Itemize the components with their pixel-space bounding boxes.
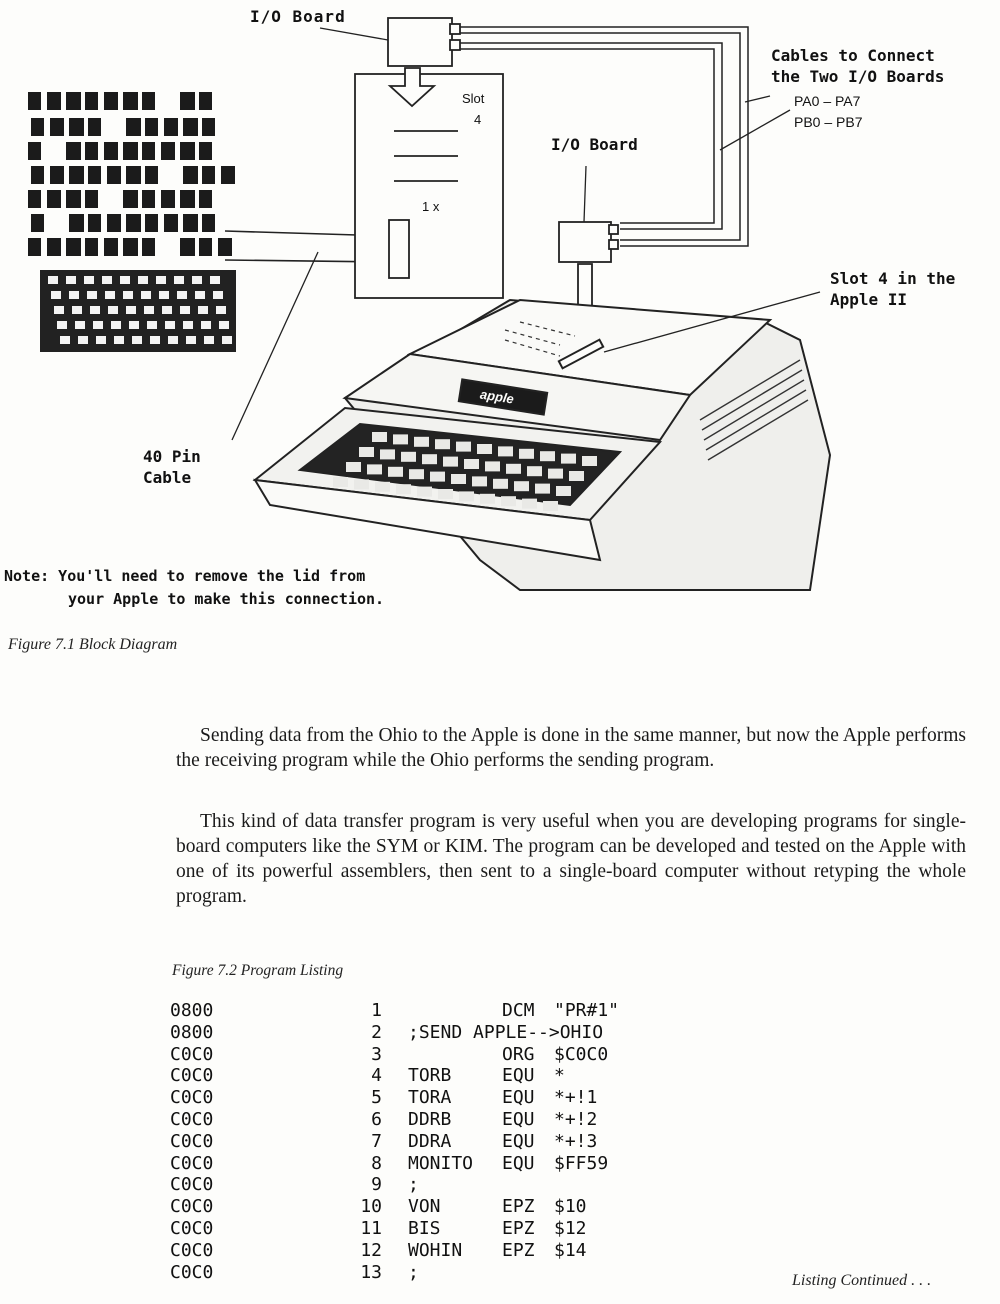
listing-opcode: EPZ bbox=[502, 1218, 535, 1239]
listing-opcode: EQU bbox=[502, 1152, 535, 1174]
listing-label: BIS bbox=[408, 1218, 441, 1239]
label-io-board-top: I/O Board bbox=[250, 7, 346, 26]
listing-address: C0C0 bbox=[170, 1130, 214, 1152]
listing-row bbox=[170, 1262, 770, 1284]
listing-address: C0C0 bbox=[170, 1087, 214, 1109]
listing-label: WOHIN bbox=[408, 1239, 463, 1261]
listing-address: 0800 bbox=[170, 1021, 214, 1043]
listing-continued-note: Listing Continued . . . bbox=[792, 1272, 932, 1289]
listing-label: ;SEND APPLE-->OHIO bbox=[408, 1021, 604, 1043]
listing-address: C0C0 bbox=[170, 1174, 214, 1196]
label-pb-range: PB0 – PB7 bbox=[794, 114, 863, 130]
io-board-top bbox=[388, 18, 460, 66]
listing-label: DDRA bbox=[408, 1130, 452, 1152]
listing-opcode: EQU bbox=[502, 1065, 535, 1087]
listing-address: C0C0 bbox=[170, 1109, 214, 1130]
listing-row bbox=[170, 1022, 770, 1044]
note-line-1: Note: You'll need to remove the lid from bbox=[4, 567, 366, 585]
listing-operand: * bbox=[554, 1065, 565, 1087]
listing-label: DDRB bbox=[408, 1109, 452, 1130]
listing-row bbox=[170, 1044, 770, 1066]
listing-opcode: DCM bbox=[502, 1000, 535, 1021]
listing-label: ; bbox=[408, 1261, 419, 1283]
listing-row bbox=[170, 1153, 770, 1175]
listing-row bbox=[170, 1240, 770, 1262]
listing-line-number: 5 bbox=[371, 1087, 382, 1109]
label-1x: 1 x bbox=[422, 199, 440, 214]
apple-badge-text: apple bbox=[479, 386, 515, 407]
listing-line-number: 8 bbox=[371, 1152, 382, 1174]
label-slot4-2: Apple II bbox=[830, 290, 908, 309]
listing-row bbox=[170, 1109, 770, 1131]
listing-label: MONITO bbox=[408, 1152, 474, 1174]
listing-line-number: 7 bbox=[371, 1130, 382, 1152]
listing-line-number: 6 bbox=[371, 1109, 382, 1130]
ohio-board-image bbox=[22, 86, 237, 356]
listing-line-number: 1 bbox=[371, 1000, 382, 1021]
listing-address: C0C0 bbox=[170, 1043, 214, 1065]
listing-row bbox=[170, 1131, 770, 1153]
listing-line-number: 10 bbox=[360, 1196, 382, 1218]
listing-address: C0C0 bbox=[170, 1196, 214, 1218]
listing-operand: $C0C0 bbox=[554, 1043, 609, 1065]
listing-operand: $10 bbox=[554, 1196, 587, 1218]
listing-operand: *+!2 bbox=[554, 1109, 598, 1130]
listing-row bbox=[170, 1218, 770, 1240]
listing-opcode: ORG bbox=[502, 1043, 535, 1065]
listing-row bbox=[170, 1000, 770, 1022]
label-slot4-1: Slot 4 in the bbox=[830, 269, 956, 288]
figure-7-1-caption: Figure 7.1 Block Diagram bbox=[8, 636, 178, 653]
listing-address: C0C0 bbox=[170, 1218, 214, 1239]
listing-address: C0C0 bbox=[170, 1261, 214, 1283]
listing-opcode: EQU bbox=[502, 1109, 535, 1130]
listing-address: 0800 bbox=[170, 1000, 214, 1021]
slot-card bbox=[355, 74, 503, 298]
listing-row bbox=[170, 1087, 770, 1109]
listing-opcode: EPZ bbox=[502, 1239, 535, 1261]
listing-line-number: 9 bbox=[371, 1174, 382, 1196]
listing-row bbox=[170, 1174, 770, 1196]
listing-address: C0C0 bbox=[170, 1152, 214, 1174]
listing-operand: $14 bbox=[554, 1239, 587, 1261]
listing-operand: *+!3 bbox=[554, 1130, 598, 1152]
paragraph-2: This kind of data transfer program is very useful when you are developing programs for single-board computers like the SYM or KIM. The program can be developed and tested on the Apple with one of its powerful assemblers, then sent to a single-board computer without retyping the whole program. bbox=[176, 811, 966, 907]
listing-opcode: EPZ bbox=[502, 1196, 535, 1218]
listing-label: TORB bbox=[408, 1065, 452, 1087]
io-board-mid bbox=[559, 222, 618, 262]
note-line-2: your Apple to make this connection. bbox=[68, 590, 385, 608]
listing-label: ; bbox=[408, 1174, 419, 1196]
label-cables-1: Cables to Connect bbox=[771, 46, 935, 65]
listing-opcode: EQU bbox=[502, 1130, 535, 1152]
listing-operand: *+!1 bbox=[554, 1087, 598, 1109]
listing-line-number: 12 bbox=[360, 1239, 382, 1261]
listing-operand: $FF59 bbox=[554, 1152, 609, 1174]
label-cable-2: Cable bbox=[143, 468, 192, 487]
label-io-board-mid: I/O Board bbox=[551, 135, 638, 154]
listing-row bbox=[170, 1196, 770, 1218]
paragraph-1: Sending data from the Ohio to the Apple is done in the same manner, but now the Apple performs the receiving program while the Ohio performs the sending program. bbox=[176, 725, 966, 771]
apple-ii-computer bbox=[255, 300, 830, 590]
listing-opcode: EQU bbox=[502, 1087, 535, 1109]
listing-operand: "PR#1" bbox=[554, 1000, 620, 1021]
listing-line-number: 11 bbox=[360, 1218, 382, 1239]
figure-7-2-caption: Figure 7.2 Program Listing bbox=[172, 962, 344, 979]
listing-label: TORA bbox=[408, 1087, 452, 1109]
listing-address: C0C0 bbox=[170, 1065, 214, 1087]
block-diagram bbox=[0, 0, 1000, 640]
listing-line-number: 13 bbox=[360, 1261, 382, 1283]
listing-line-number: 2 bbox=[371, 1021, 382, 1043]
listing-line-number: 4 bbox=[371, 1065, 382, 1087]
listing-line-number: 3 bbox=[371, 1043, 382, 1065]
listing-label: VON bbox=[408, 1196, 441, 1218]
listing-operand: $12 bbox=[554, 1218, 587, 1239]
listing-address: C0C0 bbox=[170, 1239, 214, 1261]
label-slot: Slot bbox=[462, 91, 485, 106]
label-cable-1: 40 Pin bbox=[143, 447, 201, 466]
label-cables-2: the Two I/O Boards bbox=[771, 67, 945, 86]
listing-row bbox=[170, 1065, 770, 1087]
label-slot-number: 4 bbox=[474, 112, 482, 127]
label-pa-range: PA0 – PA7 bbox=[794, 93, 861, 109]
